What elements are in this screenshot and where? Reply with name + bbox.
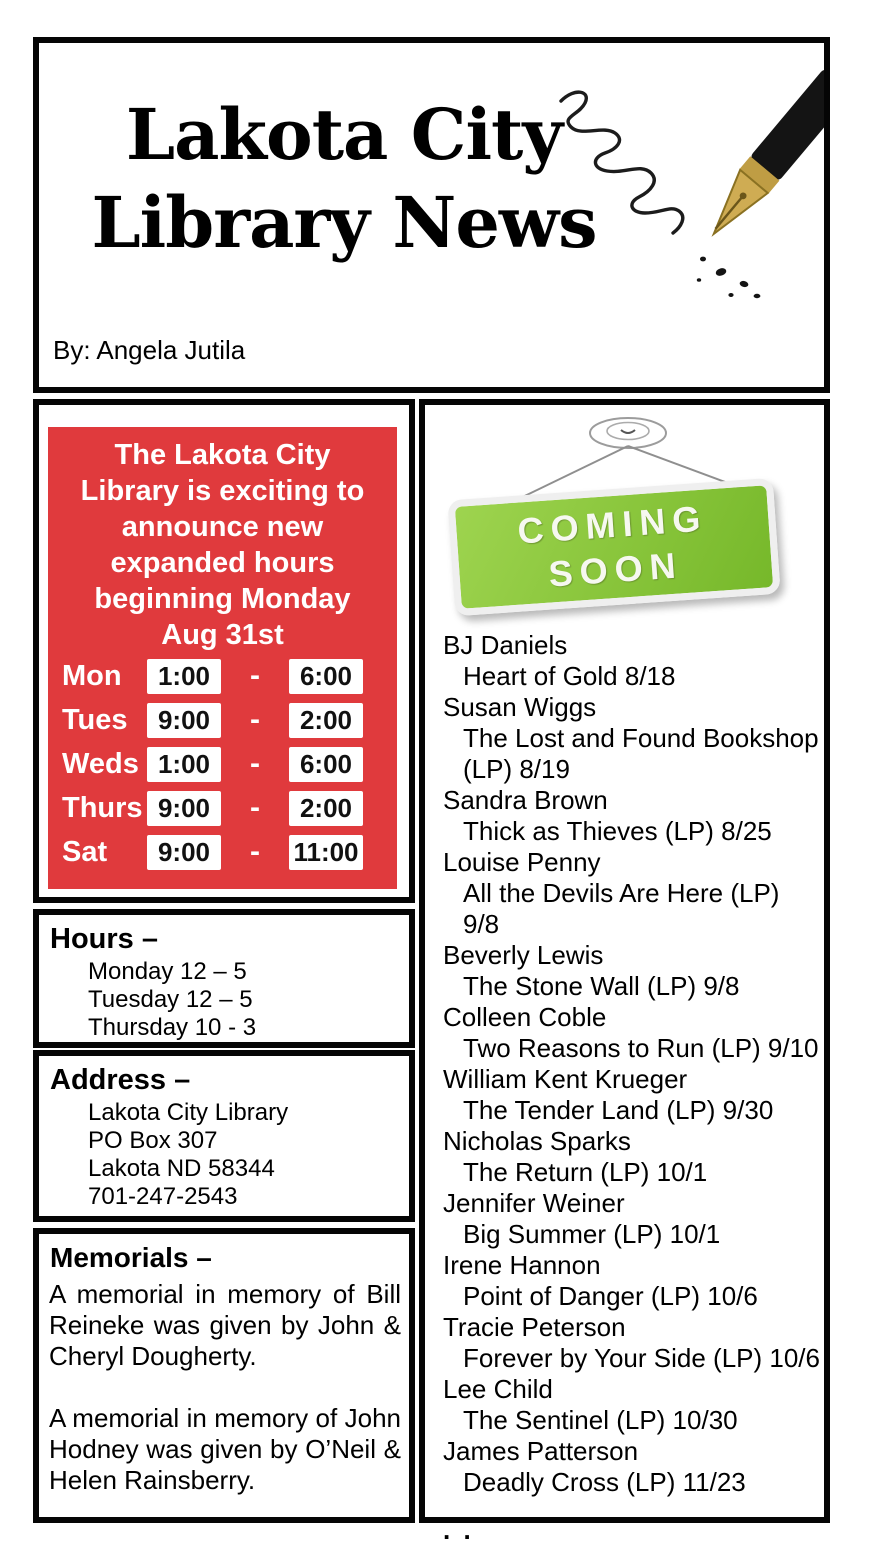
- schedule-day: Thurs: [62, 791, 143, 824]
- schedule-row: [48, 746, 397, 782]
- memorial-paragraph: A memorial in memory of John Hodney was given by O’Neil & Helen Rainsberry.: [49, 1403, 401, 1495]
- book-author: Sandra Brown: [443, 785, 608, 815]
- address-heading: Address –: [50, 1064, 191, 1096]
- time-dash: -: [250, 659, 260, 692]
- memorial-paragraph: A memorial in memory of Bill Reineke was given by John & Cheryl Dougherty.: [49, 1279, 401, 1371]
- hours-line: Tuesday 12 – 5: [88, 986, 253, 1013]
- schedule-day: Tues: [62, 703, 128, 736]
- book-title: Deadly Cross (LP) 11/23: [463, 1467, 746, 1497]
- book-author: Nicholas Sparks: [443, 1126, 631, 1156]
- coming-soon-line1: COMING: [516, 497, 709, 552]
- book-entry: [443, 940, 820, 1002]
- time-dash: -: [250, 791, 260, 824]
- address-box: [33, 1050, 415, 1222]
- ink-splatter-icon: [697, 257, 761, 299]
- coming-soon-line2: SOON: [547, 544, 684, 595]
- book-entry: [443, 1374, 820, 1436]
- book-title: Point of Danger (LP) 10/6: [463, 1281, 758, 1311]
- memorials-box: [33, 1228, 415, 1523]
- schedule-day: Weds: [62, 747, 139, 780]
- schedule-row: [48, 658, 397, 694]
- masthead-title-line1: Lakota City: [125, 93, 563, 176]
- announce-line: Library is exciting to: [80, 475, 365, 507]
- header-box: [33, 37, 830, 393]
- close-time: 2:00: [289, 703, 363, 738]
- schedule-table: [48, 658, 397, 870]
- book-entry: [443, 1250, 820, 1312]
- close-time: 6:00: [289, 659, 363, 694]
- book-entry: [443, 847, 820, 940]
- book-title: The Lost and Found Bookshop (LP) 8/19: [463, 723, 819, 784]
- coming-soon-box: [419, 399, 830, 1545]
- hours-box: [33, 909, 415, 1048]
- book-title: Forever by Your Side (LP) 10/6: [463, 1343, 820, 1373]
- book-title: The Tender Land (LP) 9/30: [463, 1095, 774, 1125]
- schedule-day: Sat: [62, 835, 108, 868]
- book-entry: [443, 692, 820, 785]
- book-title: Thick as Thieves (LP) 8/25: [463, 816, 772, 846]
- book-entry: [443, 630, 820, 692]
- book-entry: [443, 1002, 820, 1064]
- red-flyer: [48, 427, 397, 889]
- schedule-row: [48, 702, 397, 738]
- book-entry: [443, 1126, 820, 1188]
- book-author: Beverly Lewis: [443, 940, 604, 970]
- masthead-title-line2: Library News: [91, 181, 597, 264]
- close-time: 11:00: [289, 835, 363, 870]
- book-entry: [443, 1064, 820, 1126]
- book-author: Jennifer Weiner: [443, 1188, 625, 1218]
- time-dash: -: [250, 835, 260, 868]
- book-title: The Sentinel (LP) 10/30: [463, 1405, 738, 1435]
- coming-soon-sign-area: [425, 405, 824, 630]
- book-entry: [443, 1188, 820, 1250]
- close-time: 6:00: [289, 747, 363, 782]
- book-author: BJ Daniels: [443, 630, 568, 660]
- book-title: The Return (LP) 10/1: [463, 1157, 708, 1187]
- time-dash: -: [250, 747, 260, 780]
- hours-line: Monday 12 – 5: [88, 958, 247, 985]
- trailing-dots: . .: [443, 1515, 474, 1545]
- open-time: 1:00: [147, 659, 221, 694]
- coming-soon-book-list: [425, 630, 824, 1498]
- flyer-announcement: [48, 427, 397, 653]
- book-entry: [443, 1312, 820, 1374]
- announce-line: announce new: [121, 511, 324, 543]
- book-author: Lee Child: [443, 1374, 553, 1404]
- announce-line: beginning Monday: [94, 583, 351, 615]
- hours-lines: [88, 958, 409, 1042]
- book-entry: [443, 785, 820, 847]
- schedule-row: [48, 790, 397, 826]
- open-time: 9:00: [147, 703, 221, 738]
- book-author: Colleen Coble: [443, 1002, 607, 1032]
- open-time: 9:00: [147, 835, 221, 870]
- address-lines: [88, 1099, 409, 1211]
- book-title: The Stone Wall (LP) 9/8: [463, 971, 740, 1001]
- address-line: Lakota City Library: [88, 1099, 289, 1126]
- close-time: 2:00: [289, 791, 363, 826]
- announce-line: expanded hours: [110, 547, 335, 579]
- address-line: Lakota ND 58344: [88, 1155, 275, 1182]
- book-entry: [443, 1436, 820, 1498]
- open-time: 1:00: [147, 747, 221, 782]
- byline: By: Angela Jutila: [53, 335, 246, 365]
- announce-line: The Lakota City: [114, 439, 331, 471]
- book-author: Tracie Peterson: [443, 1312, 626, 1342]
- open-time: 9:00: [147, 791, 221, 826]
- hours-line: Thursday 10 - 3: [88, 1014, 257, 1041]
- schedule-row: [48, 834, 397, 870]
- book-author: Susan Wiggs: [443, 692, 597, 722]
- ink-squiggle-icon: [561, 92, 683, 233]
- address-line: 701-247-2543: [88, 1183, 238, 1210]
- coming-soon-sign: [447, 478, 780, 616]
- book-author: William Kent Krueger: [443, 1064, 688, 1094]
- book-author: James Patterson: [443, 1436, 639, 1466]
- book-author: Louise Penny: [443, 847, 601, 877]
- schedule-day: Mon: [62, 659, 122, 692]
- book-title: Heart of Gold 8/18: [463, 661, 676, 691]
- announce-line: Aug 31st: [161, 619, 284, 651]
- book-author: Irene Hannon: [443, 1250, 601, 1280]
- memorials-heading: Memorials –: [50, 1242, 212, 1273]
- book-title: Two Reasons to Run (LP) 9/10: [463, 1033, 819, 1063]
- expanded-hours-flyer-box: [33, 399, 415, 903]
- book-title: All the Devils Are Here (LP) 9/8: [463, 878, 780, 939]
- book-title: Big Summer (LP) 10/1: [463, 1219, 721, 1249]
- address-line: PO Box 307: [88, 1127, 218, 1154]
- hours-heading: Hours –: [50, 923, 158, 955]
- time-dash: -: [250, 703, 260, 736]
